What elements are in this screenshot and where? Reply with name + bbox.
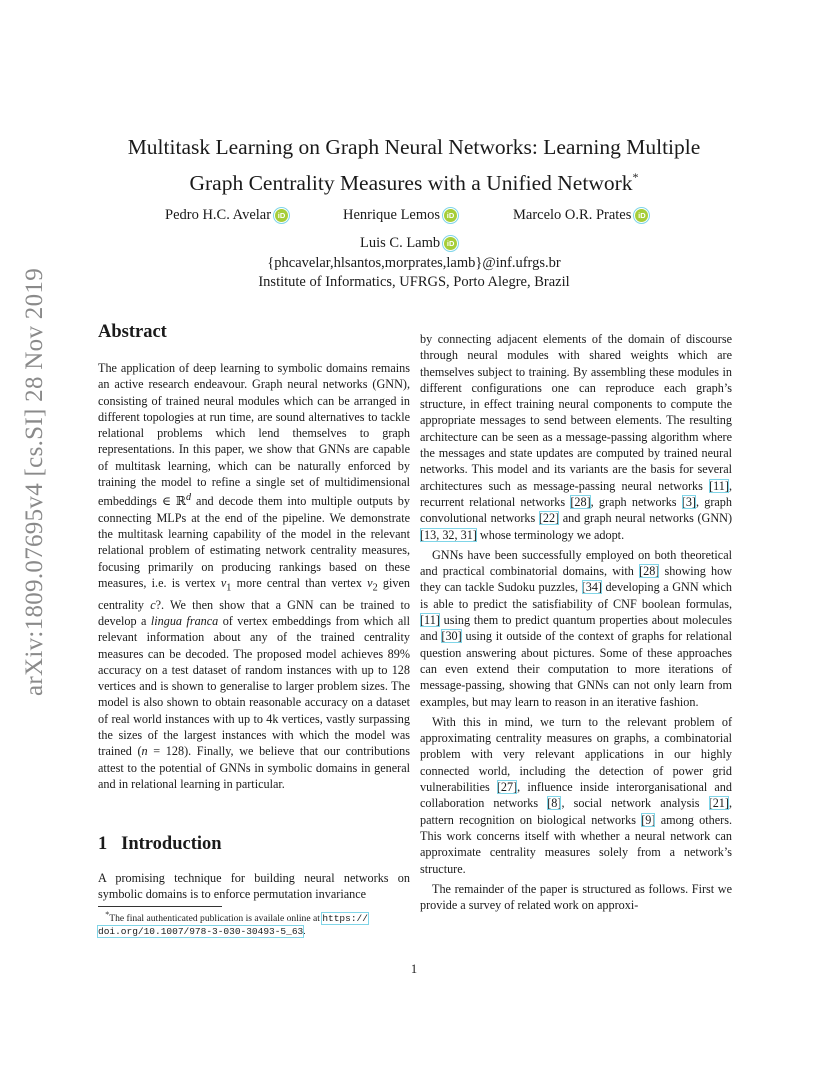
author-4: Luis C. Lamb iD <box>360 235 457 252</box>
abstract-heading: Abstract <box>98 322 167 342</box>
introduction-text: A promising technique for building neural networks on symbolic domains is to enforce permutation invariance <box>98 871 410 902</box>
right-column-text <box>420 331 732 913</box>
orcid-icon[interactable]: iD <box>444 237 457 250</box>
title-line-2: Graph Centrality Measures with a Unified Network* <box>189 170 639 195</box>
footnote: *The final authenticated publication is availale online at https:// doi.org/10.1007/978-3-030-30493-5_63. <box>98 910 368 937</box>
paragraph: The remainder of the paper is structured as follows. First we provide a survey of related work on approxi- <box>420 881 732 913</box>
citation-link[interactable]: [8] <box>547 796 562 811</box>
citation-link[interactable]: [28] <box>570 494 591 509</box>
author-3: Marcelo O.R. Prates iD <box>513 207 648 224</box>
citation-link[interactable]: [11] <box>420 613 440 628</box>
doi-link[interactable]: https:// doi.org/10.1007/978-3-030-30493-5_63 <box>98 913 368 937</box>
affiliation: Institute of Informatics, UFRGS, Porto Alegre, Brazil <box>258 274 570 290</box>
paragraph: by connecting adjacent elements of the domain of discourse through neural modules with shared weights which are themselves subject to training. By assembling these modules in different configurations one can reproduce each graph’s structure, in effect training neural components to compute the appropriate messages to send between elements. The resulting architecture can be seen as a message-passing algorithm where the messages and state updates are computed by trained neural networks. This model and its variants are the basis for several architectures such as message-passing neural networks [11], recurrent relational networks [28], graph networks [3], graph convolutional networks [22] and graph neural networks (GNN) [13, 32, 31] whose terminology we adopt. <box>420 332 733 542</box>
citation-link[interactable]: [30] <box>441 629 462 644</box>
citation-link[interactable]: [13, 32, 31] <box>420 527 477 542</box>
citation-link[interactable]: [34] <box>581 580 602 595</box>
citation-link[interactable]: [3] <box>681 494 696 509</box>
author-emails: {phcavelar,hlsantos,morprates,lamb}@inf.ufrgs.br <box>267 255 561 271</box>
section-heading-introduction: 1 Introduction <box>98 834 222 854</box>
footnote-divider <box>98 906 222 907</box>
paper-title <box>80 132 748 198</box>
orcid-icon[interactable]: iD <box>275 209 288 222</box>
arxiv-stamp: arXiv:1809.07695v4 [cs.SI] 28 Nov 2019 <box>21 267 48 697</box>
abstract-text <box>98 360 410 792</box>
citation-link[interactable]: [27] <box>496 780 518 795</box>
author-1: Pedro H.C. Avelar iD <box>165 207 288 224</box>
page-number: 1 <box>410 962 418 976</box>
citation-link[interactable]: [11] <box>709 478 729 493</box>
paragraph: With this in mind, we turn to the relevant problem of approximating centrality measures on graphs, a combinatorial problem with very relevant applications in our highly connected world, including the detection of power grid vulnerabilities [27], influence inside interorganisational and collaboration networks [8], social network analysis [21], pattern recognition on biological networks [9] among others. This work concerns itself with whether a neural network can approximate centrality measures solely from a network’s structure. <box>420 714 732 876</box>
citation-link[interactable]: [28] <box>639 564 660 579</box>
title-footnote-mark: * <box>632 170 639 184</box>
title-line-1: Multitask Learning on Graph Neural Networks: Learning Multiple <box>127 135 701 159</box>
paragraph: GNNs have been successfully employed on both theoretical and practical combinatorial domains, with [28] showing how they can tackle Sudoku puzzles, [34] developing a GNN which is able to predict the satisfiability of CNF boolean formulas, [11] using them to predict quantum properties about molecules and [30] using it outside of the context of graphs for relational question answering about pictures. Some of these approaches can even extend their computation to more iterations of message-passing, showing that GNNs can not only learn from examples, but may learn to reason in an iterative fashion. <box>420 547 732 709</box>
citation-link[interactable]: [9] <box>641 812 656 827</box>
citation-link[interactable]: [21] <box>708 796 729 811</box>
orcid-icon[interactable]: iD <box>635 209 648 222</box>
citation-link[interactable]: [22] <box>538 511 560 526</box>
abstract-paragraph: The application of deep learning to symbolic domains remains an active research endeavour. Graph neural networks (GNN), consisting of trained neural modules which can be arranged in different topologies at run time, are sound alternatives to tackle relational problems which lend themselves to graph representations. In this paper, we show that GNNs are capable of multitask learning, which can be naturally enforced by training the model to refine a single set of multidimensional embeddings ∈ ℝ$^d$ and decode them into multiple outputs by connecting MLPs at the end of the pipeline. We demonstrate the multitask learning capability of the model in the relevant relational problem of estimating network centrality measures, focusing primarily on producing rankings based on these measures, i.e. is vertex $v_1$ more central than vertex $v_2$ given centrality c?. We then show that a GNN can be trained to develop a lingua franca of vertex embeddings from which all relevant information about any of the trained centrality measures can be decoded. The proposed model achieves 89% accuracy on a test dataset of random instances with up to 128 vertices and is shown to generalise to larger problem sizes. The model is also shown to obtain reasonable accuracy on a dataset of real world instances with up to 4k vertices, vastly surpassing the sizes of the largest instances with which the model was trained (n = 128). Finally, we believe that our contributions attest to the potential of GNNs in symbolic domains in general and in relational learning in particular. <box>98 361 411 791</box>
orcid-icon[interactable]: iD <box>444 209 457 222</box>
author-2: Henrique Lemos iD <box>343 207 457 224</box>
